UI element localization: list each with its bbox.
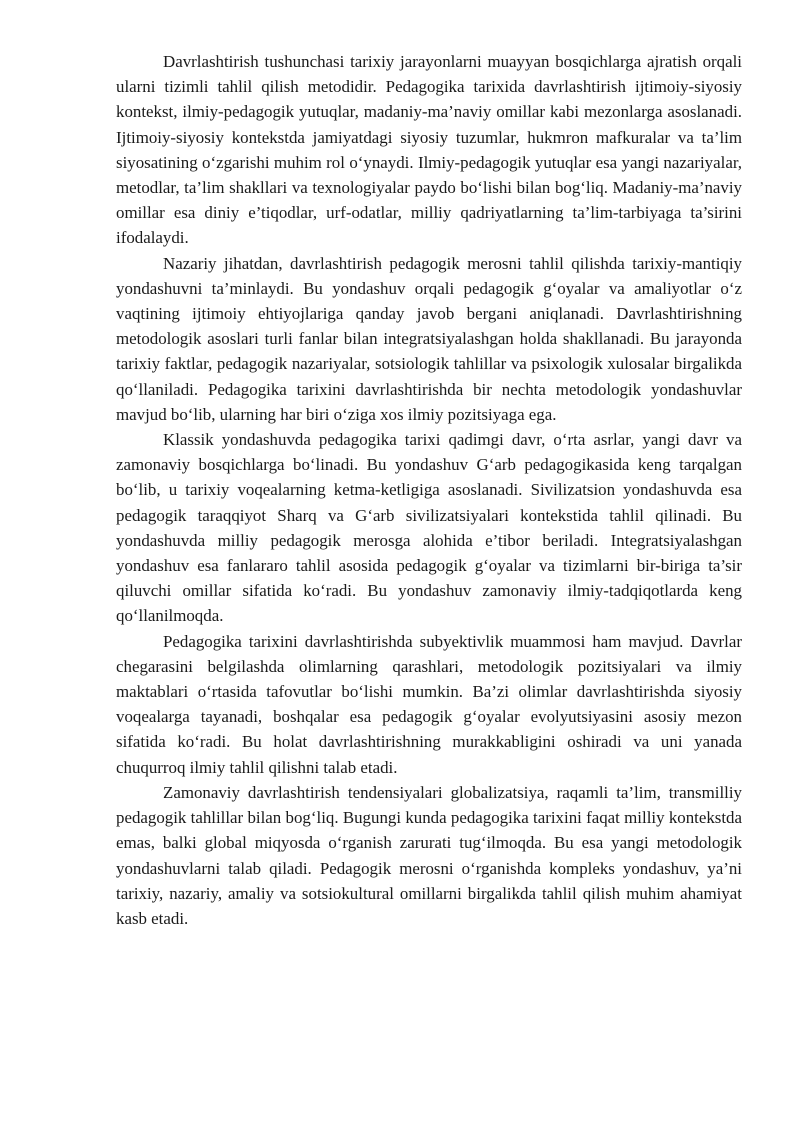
body-text bbox=[116, 49, 742, 931]
paragraph-1: Davrlashtirish tushunchasi tarixiy jarayonlarni muayyan bosqichlarga ajratish orqali ularni tizimli tahlil qilish metodidir. Pedagogika tarixida davrlashtirish ijtimoiy-siyosiy kontekst, ilmiy-pedagogik yutuqlar, madaniy-ma’naviy omillar kabi mezonlarga asoslanadi. Ijtimoiy-siyosiy kontekstda jamiyatdagi siyosiy tuzumlar, hukmron mafkuralar va ta’lim siyosatining o‘zgarishi muhim rol o‘ynaydi. Ilmiy-pedagogik yutuqlar esa yangi nazariyalar, metodlar, ta’lim shakllari va texnologiyalar paydo bo‘lishi bilan bog‘liq. Madaniy-ma’naviy omillar esa diniy e’tiqodlar, urf-odatlar, milliy qadriyatlarning ta’lim-tarbiyaga ta’sirini ifodalaydi. bbox=[116, 52, 742, 248]
paragraph-2: Nazariy jihatdan, davrlashtirish pedagogik merosni tahlil qilishda tarixiy-mantiqiy yondashuvni ta’minlaydi. Bu yondashuv orqali pedagogik g‘oyalar va amaliyotlar o‘z vaqtining ijtimoiy ehtiyojlariga qanday javob bergani aniqlanadi. Davrlashtirishning metodologik asoslari turli fanlar bilan integratsiyalashgan holda shakllanadi. Bu jarayonda tarixiy faktlar, pedagogik nazariyalar, sotsiologik tahlillar va psixologik xulosalar birgalikda qo‘llaniladi. Pedagogika tarixini davrlashtirishda bir nechta metodologik yondashuvlar mavjud bo‘lib, ularning har biri o‘ziga xos ilmiy pozitsiyaga ega. bbox=[116, 253, 742, 424]
paragraph-3: Klassik yondashuvda pedagogika tarixi qadimgi davr, o‘rta asrlar, yangi davr va zamonaviy bosqichlarga bo‘linadi. Bu yondashuv G‘arb pedagogikasida keng tarqalgan bo‘lib, u tarixiy voqealarning ketma-ketligiga asoslanadi. Sivilizatsion yondashuvda esa pedagogik taraqqiyot Sharq va G‘arb sivilizatsiyalari kontekstida tahlil qilinadi. Bu yondashuvda milliy pedagogik merosga alohida e’tibor beriladi. Integratsiyalashgan yondashuv esa fanlararo tahlil asosida pedagogik g‘oyalar va tizimlarni bir-biriga ta’sir qiluvchi omillar sifatida ko‘radi. Bu yondashuv zamonaviy ilmiy-tadqiqotlarda keng qo‘llanilmoqda. bbox=[116, 430, 742, 626]
paragraph-5: Zamonaviy davrlashtirish tendensiyalari globalizatsiya, raqamli ta’lim, transmilliy pedagogik tahlillar bilan bog‘liq. Bugungi kunda pedagogika tarixini faqat milliy kontekstda emas, balki global miqyosda o‘rganish zarurati tug‘ilmoqda. Bu esa yangi metodologik yondashuvlarni talab qiladi. Pedagogik merosni o‘rganishda kompleks yondashuv, ya’ni tarixiy, nazariy, amaliy va sotsiokultural omillarni birgalikda tahlil qilish muhim ahamiyat kasb etadi. bbox=[116, 782, 742, 928]
paragraph-4: Pedagogika tarixini davrlashtirishda subyektivlik muammosi ham mavjud. Davrlar chegarasini belgilashda olimlarning qarashlari, metodologik pozitsiyalari va ilmiy maktablari o‘rtasida tafovutlar bo‘lishi mumkin. Ba’zi olimlar davrlashtirishda siyosiy voqealarga tayanadi, boshqalar esa pedagogik g‘oyalar evolyutsiyasini asosiy mezon sifatida ko‘radi. Bu holat davrlashtirishning murakkabligini oshiradi va uni yanada chuqurroq ilmiy tahlil qilishni talab etadi. bbox=[116, 631, 742, 777]
